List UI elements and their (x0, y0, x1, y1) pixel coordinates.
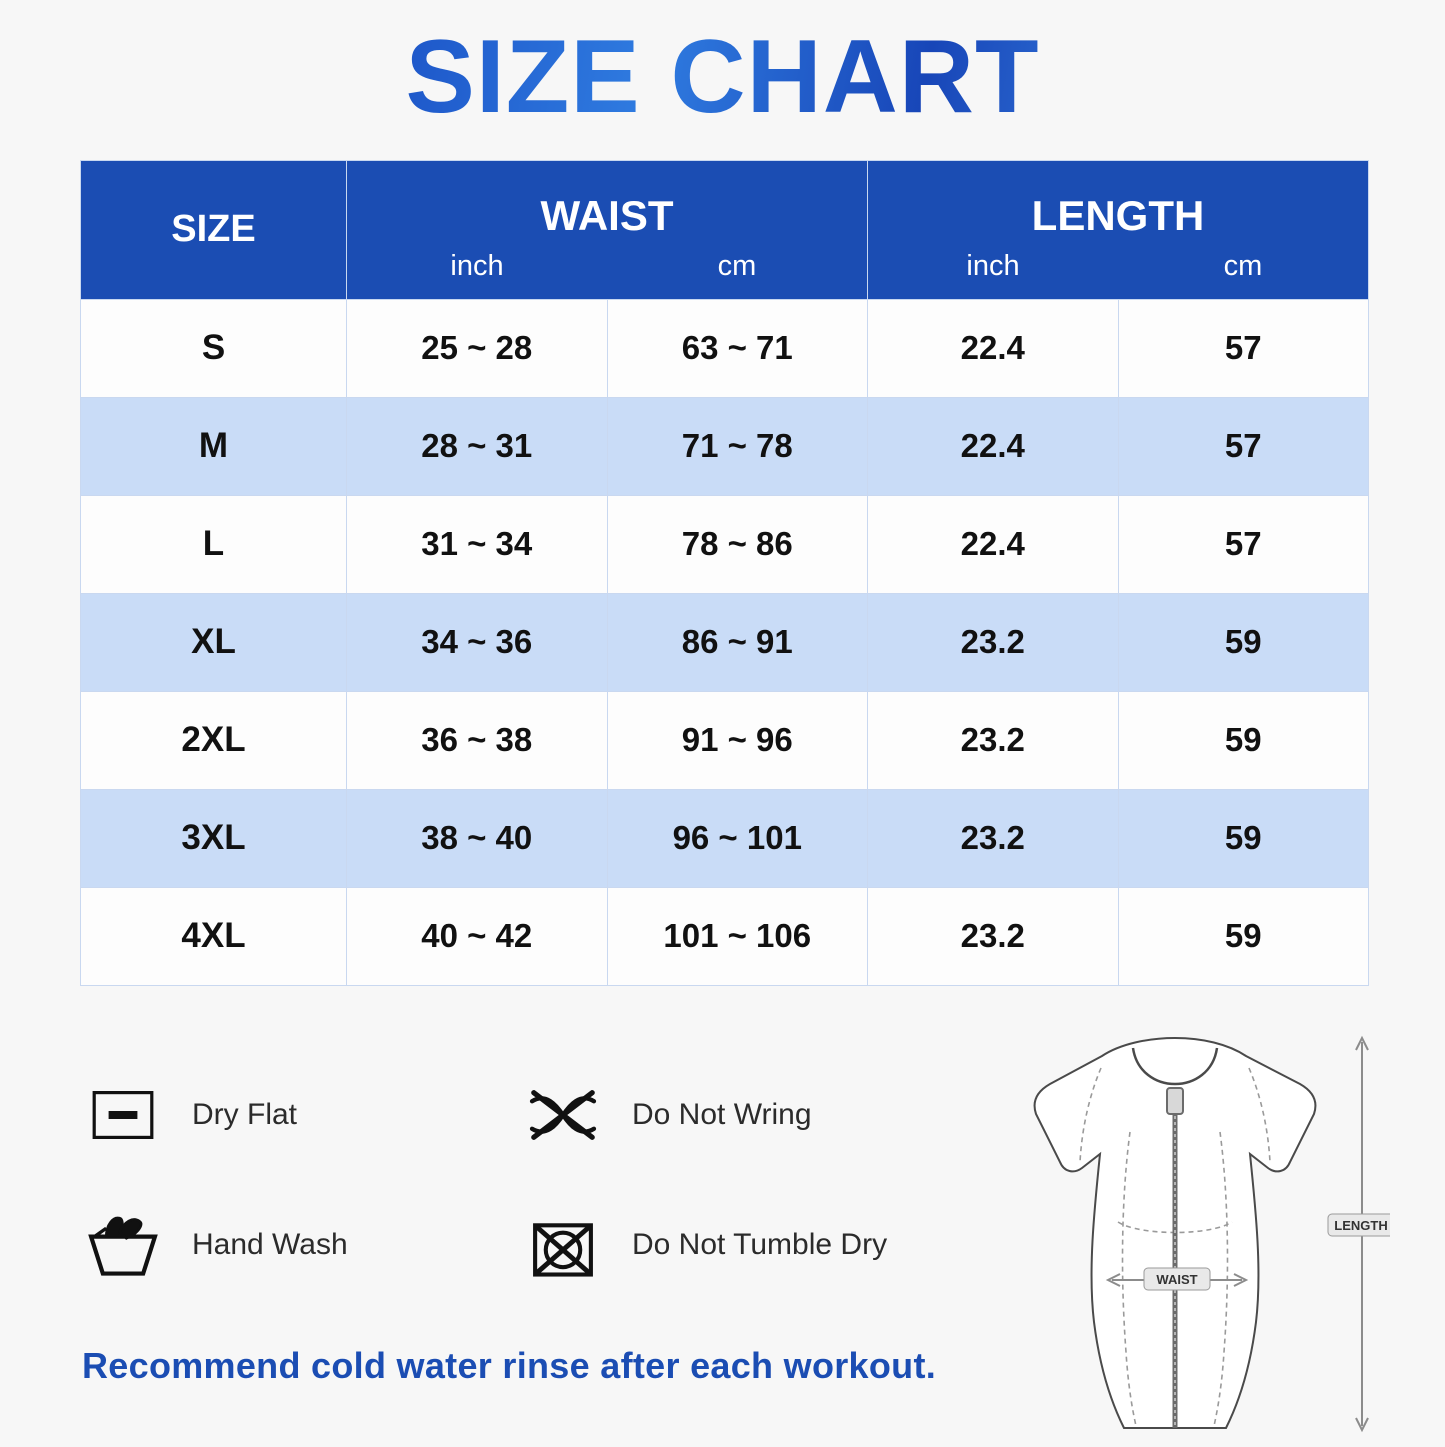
cell-length-inch: 22.4 (868, 299, 1119, 397)
cell-waist-cm: 91 ~ 96 (607, 691, 868, 789)
cell-length-inch: 23.2 (868, 789, 1119, 887)
cell-waist-inch: 25 ~ 28 (347, 299, 608, 397)
care-label: Hand Wash (192, 1228, 348, 1261)
table-header-row (81, 160, 1369, 299)
column-header-waist-inch: inch (450, 250, 504, 283)
cell-size: XL (81, 593, 347, 691)
recommendation-note: Recommend cold water rinse after each workout. (82, 1345, 937, 1386)
care-instructions (80, 1050, 960, 1310)
length-dimension-label: LENGTH (1334, 1218, 1388, 1233)
cell-waist-inch: 36 ~ 38 (347, 691, 608, 789)
table-row (81, 397, 1369, 495)
table-row (81, 593, 1369, 691)
cell-length-inch: 23.2 (868, 887, 1119, 985)
care-label: Do Not Wring (632, 1098, 812, 1131)
table-row (81, 789, 1369, 887)
cell-waist-inch: 28 ~ 31 (347, 397, 608, 495)
garment-illustration (970, 1022, 1390, 1442)
table-row (81, 495, 1369, 593)
cell-length-cm: 57 (1118, 397, 1369, 495)
cell-size: 4XL (81, 887, 347, 985)
cell-waist-inch: 40 ~ 42 (347, 887, 608, 985)
care-label: Do Not Tumble Dry (632, 1228, 888, 1261)
cell-size: S (81, 299, 347, 397)
cell-length-cm: 57 (1118, 299, 1369, 397)
column-header-length-inch: inch (966, 250, 1020, 283)
care-label: Dry Flat (192, 1098, 297, 1131)
cell-waist-cm: 71 ~ 78 (607, 397, 868, 495)
do-not-tumble-dry-icon (520, 1202, 606, 1288)
table-body (81, 299, 1369, 985)
care-item-hand-wash (80, 1180, 520, 1310)
cell-waist-cm: 63 ~ 71 (607, 299, 868, 397)
cell-waist-inch: 31 ~ 34 (347, 495, 608, 593)
table-header (81, 160, 1369, 299)
cell-length-inch: 22.4 (868, 495, 1119, 593)
cell-length-cm: 59 (1118, 593, 1369, 691)
size-chart-table-wrapper (80, 160, 1365, 986)
cell-length-cm: 57 (1118, 495, 1369, 593)
waist-dimension-label: WAIST (1156, 1272, 1198, 1287)
do-not-wring-icon (520, 1072, 606, 1158)
cell-waist-cm: 96 ~ 101 (607, 789, 868, 887)
column-header-waist-label: WAIST (540, 192, 674, 240)
hand-wash-icon (80, 1202, 166, 1288)
cell-waist-inch: 34 ~ 36 (347, 593, 608, 691)
size-chart-table (80, 160, 1369, 986)
table-row (81, 299, 1369, 397)
column-header-waist-cm: cm (717, 250, 757, 283)
cell-length-cm: 59 (1118, 887, 1369, 985)
care-item-do-not-tumble-dry (520, 1180, 960, 1310)
column-header-size: SIZE (81, 160, 347, 299)
cell-length-inch: 23.2 (868, 691, 1119, 789)
cell-size: M (81, 397, 347, 495)
dry-flat-icon (80, 1072, 166, 1158)
cell-waist-cm: 78 ~ 86 (607, 495, 868, 593)
care-item-do-not-wring (520, 1050, 960, 1180)
cell-size: 3XL (81, 789, 347, 887)
cell-length-inch: 22.4 (868, 397, 1119, 495)
column-header-length (868, 160, 1369, 299)
cell-length-inch: 23.2 (868, 593, 1119, 691)
cell-waist-inch: 38 ~ 40 (347, 789, 608, 887)
column-header-length-cm: cm (1223, 250, 1263, 283)
page-title: SIZE CHART (0, 0, 1445, 138)
cell-size: 2XL (81, 691, 347, 789)
table-row (81, 691, 1369, 789)
cell-waist-cm: 101 ~ 106 (607, 887, 868, 985)
cell-length-cm: 59 (1118, 691, 1369, 789)
cell-waist-cm: 86 ~ 91 (607, 593, 868, 691)
column-header-length-label: LENGTH (1031, 192, 1205, 240)
column-header-waist (347, 160, 868, 299)
cell-size: L (81, 495, 347, 593)
table-row (81, 887, 1369, 985)
cell-length-cm: 59 (1118, 789, 1369, 887)
care-item-dry-flat (80, 1050, 520, 1180)
